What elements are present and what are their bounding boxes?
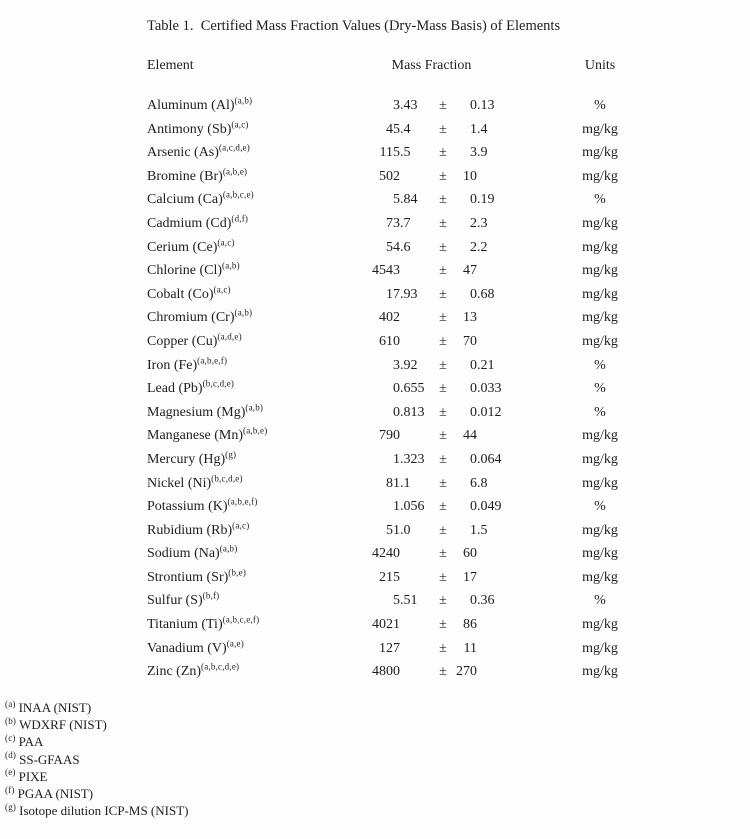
uncertainty-int: 0: [470, 593, 477, 609]
plus-minus-symbol: ±: [439, 499, 447, 515]
units-value: mg/kg: [582, 664, 618, 680]
units-value: mg/kg: [582, 475, 618, 491]
element-label: Lead (Pb): [147, 381, 203, 397]
uncertainty-frac: .68: [477, 286, 495, 302]
method-superscript: (a,c): [217, 236, 235, 247]
method-superscript: (a,b,c,e): [222, 189, 254, 200]
spacer: [513, 542, 567, 566]
units-value: %: [594, 593, 606, 609]
units-value: mg/kg: [582, 215, 618, 231]
value-frac: .93: [400, 286, 418, 302]
element-label: Zinc (Zn): [147, 664, 202, 680]
units-value: %: [594, 499, 606, 515]
spacer: [513, 401, 567, 425]
value-frac: .84: [400, 192, 418, 208]
uncertainty-int: 11: [463, 640, 477, 656]
element-name: [147, 401, 350, 425]
units-value: mg/kg: [582, 310, 618, 326]
spacer: [513, 259, 567, 283]
footnote-text: PAA: [18, 734, 44, 750]
spacer: [513, 566, 567, 590]
value-int: 4021: [372, 617, 400, 633]
footnote-text: Isotope dilution ICP-MS (NIST): [19, 803, 189, 819]
method-superscript: (b,c,d,e): [202, 378, 235, 389]
plus-minus-symbol: ±: [439, 286, 447, 302]
spacer: [513, 519, 567, 543]
uncertainty-int: 47: [463, 263, 477, 279]
element-label: Calcium (Ca): [147, 192, 223, 208]
plus-minus-symbol: ±: [439, 333, 447, 349]
value-frac: .4: [400, 121, 411, 137]
value-frac: .92: [400, 357, 418, 373]
element-label: Cerium (Ce): [147, 239, 218, 255]
uncertainty-frac: [477, 424, 513, 448]
units-value: mg/kg: [582, 617, 618, 633]
spacer: [513, 472, 567, 496]
footnote-key: (g): [5, 801, 17, 812]
value-int: 1: [393, 451, 400, 467]
spacer: [513, 188, 567, 212]
element-name: [147, 377, 350, 401]
value-int: 0: [393, 381, 400, 397]
uncertainty-frac: [477, 165, 513, 189]
element-name: [147, 306, 350, 330]
element-label: Mercury (Hg): [147, 451, 226, 467]
spacer: [513, 613, 567, 637]
value-int: 45: [386, 121, 400, 137]
plus-minus-symbol: ±: [439, 121, 447, 137]
element-label: Chromium (Cr): [147, 310, 235, 326]
plus-minus-symbol: ±: [439, 593, 447, 609]
footnote-text: SS-GFAAS: [19, 751, 80, 767]
element-label: Iron (Fe): [147, 357, 198, 373]
element-label: Titanium (Ti): [147, 617, 223, 633]
value-frac: [400, 330, 430, 354]
value-int: 3: [393, 357, 400, 373]
units-value: mg/kg: [582, 451, 618, 467]
spacer: [513, 589, 567, 613]
plus-minus-symbol: ±: [439, 239, 447, 255]
plus-minus-symbol: ±: [439, 263, 447, 279]
spacer: [513, 306, 567, 330]
element-name: [147, 660, 350, 684]
value-frac: .6: [400, 239, 411, 255]
value-frac: .655: [400, 381, 425, 397]
plus-minus-symbol: ±: [439, 617, 447, 633]
value-int: 54: [386, 239, 400, 255]
element-name: [147, 188, 350, 212]
uncertainty-int: 0: [470, 98, 477, 113]
footnote-line: [5, 716, 188, 733]
uncertainty-frac: [477, 306, 513, 330]
plus-minus-symbol: ±: [439, 640, 447, 656]
method-superscript: (a,b): [234, 95, 253, 106]
method-superscript: (a,b,c,e,f): [222, 614, 260, 625]
spacer: [513, 495, 567, 519]
units-value: mg/kg: [582, 263, 618, 279]
uncertainty-int: 0: [470, 499, 477, 515]
element-label: Vanadium (V): [147, 640, 227, 656]
uncertainty-frac: .19: [477, 192, 495, 208]
column-header-units: Units: [584, 58, 616, 73]
value-int: 5: [393, 192, 400, 208]
plus-minus-symbol: ±: [439, 522, 447, 538]
plus-minus-symbol: ±: [439, 404, 447, 420]
spacer: [513, 141, 567, 165]
uncertainty-int: 270: [456, 664, 477, 680]
element-label: Arsenic (As): [147, 145, 219, 161]
element-label: Rubidium (Rb): [147, 522, 233, 538]
uncertainty-frac: [477, 660, 513, 684]
value-int: 51: [386, 522, 400, 538]
uncertainty-frac: .21: [477, 357, 495, 373]
value-frac: .43: [400, 98, 418, 113]
value-frac: .51: [400, 593, 418, 609]
footnote-line: [5, 699, 188, 716]
value-int: 3: [393, 98, 400, 113]
uncertainty-frac: .36: [477, 593, 495, 609]
uncertainty-frac: .064: [477, 451, 502, 467]
spacer: [513, 660, 567, 684]
plus-minus-symbol: ±: [439, 546, 447, 562]
units-value: %: [594, 381, 606, 397]
units-value: mg/kg: [582, 428, 618, 444]
element-name: [147, 212, 350, 236]
uncertainty-int: 17: [463, 569, 477, 585]
element-name: [147, 424, 350, 448]
spacer: [513, 377, 567, 401]
element-label: Bromine (Br): [147, 168, 223, 184]
value-frac: [400, 542, 430, 566]
value-frac: [400, 637, 430, 661]
footnote-key: (a): [5, 698, 16, 709]
uncertainty-int: 6: [470, 475, 477, 491]
footnote-line: [5, 768, 188, 785]
uncertainty-frac: .5: [477, 522, 488, 538]
value-int: 127: [379, 640, 400, 656]
uncertainty-frac: .3: [477, 215, 488, 231]
spacer: [513, 448, 567, 472]
footnote-key: (e): [5, 767, 16, 778]
uncertainty-int: 13: [463, 310, 477, 326]
footnote-line: [5, 802, 188, 819]
element-name: [147, 495, 350, 519]
spacer: [513, 118, 567, 142]
plus-minus-symbol: ±: [439, 475, 447, 491]
value-frac: .813: [400, 404, 425, 420]
value-int: 17: [386, 286, 400, 302]
method-superscript: (a,e): [226, 638, 244, 648]
spacer: [513, 424, 567, 448]
uncertainty-int: 0: [470, 451, 477, 467]
plus-minus-symbol: ±: [439, 192, 447, 208]
element-name: [147, 542, 350, 566]
spacer: [513, 236, 567, 260]
value-int: 215: [379, 569, 400, 585]
value-int: 4240: [372, 546, 400, 562]
value-int: 81: [386, 475, 400, 491]
element-name: [147, 94, 350, 118]
value-frac: .0: [400, 522, 411, 538]
value-int: 790: [379, 428, 400, 444]
value-int: 0: [393, 404, 400, 420]
units-value: %: [594, 357, 606, 373]
value-frac: [400, 165, 430, 189]
uncertainty-int: 1: [470, 522, 477, 538]
element-label: Potassium (K): [147, 499, 228, 515]
method-superscript: (a,d,e): [217, 331, 242, 342]
footnote-key: (d): [5, 750, 17, 761]
method-superscript: (a,c): [232, 520, 250, 531]
column-header-element: Element: [147, 58, 194, 73]
element-label: Copper (Cu): [147, 333, 218, 349]
element-label: Sulfur (S): [147, 593, 203, 609]
spacer: [513, 94, 567, 118]
plus-minus-symbol: ±: [439, 145, 447, 161]
value-frac: [400, 660, 430, 684]
footnote-key: (f): [5, 784, 15, 795]
element-label: Nickel (Ni): [147, 475, 212, 491]
uncertainty-int: 86: [463, 617, 477, 633]
uncertainty-int: 10: [463, 168, 477, 184]
units-value: mg/kg: [582, 569, 618, 585]
value-frac: [400, 424, 430, 448]
value-frac: [400, 613, 430, 637]
plus-minus-symbol: ±: [439, 569, 447, 585]
method-superscript: (b,f): [202, 590, 220, 601]
value-frac: .7: [400, 215, 411, 231]
value-frac: [400, 306, 430, 330]
method-superscript: (a,b,c,d,e): [201, 661, 240, 672]
method-superscript: (b,c,d,e): [211, 472, 243, 483]
uncertainty-int: 0: [470, 192, 477, 208]
footnote-key: (c): [5, 733, 16, 744]
element-label: Aluminum (Al): [147, 98, 235, 113]
value-int: 115: [379, 145, 400, 161]
value-frac: .5: [400, 145, 411, 161]
element-name: [147, 566, 350, 590]
element-name: [147, 448, 350, 472]
element-label: Strontium (Sr): [147, 569, 229, 585]
footnote-text: INAA (NIST): [18, 700, 92, 715]
spacer: [513, 283, 567, 307]
value-int: 402: [379, 310, 400, 326]
table-header-row: [147, 56, 633, 76]
uncertainty-frac: .13: [477, 98, 495, 113]
element-label: Cadmium (Cd): [147, 215, 232, 231]
uncertainty-int: 0: [470, 286, 477, 302]
method-superscript: (a,c,d,e): [218, 142, 250, 153]
footnotes-list: [5, 699, 188, 819]
units-value: mg/kg: [582, 239, 618, 255]
value-int: 610: [379, 333, 400, 349]
method-superscript: (a,b,e,f): [197, 354, 228, 365]
element-name: [147, 236, 350, 260]
column-header-mass-fraction: Mass Fraction: [391, 58, 472, 73]
element-name: [147, 472, 350, 496]
footnote-text: PGAA (NIST): [17, 786, 94, 802]
element-name: [147, 589, 350, 613]
method-superscript: (d,f): [231, 213, 249, 224]
element-name: [147, 354, 350, 378]
table-title: Table 1. Certified Mass Fraction Values (Dry-Mass Basis) of Elements: [147, 18, 561, 34]
spacer: [513, 212, 567, 236]
uncertainty-frac: [477, 566, 513, 590]
units-value: %: [594, 192, 606, 208]
units-value: %: [594, 404, 606, 420]
method-superscript: (a,b,e): [243, 425, 268, 436]
units-value: %: [594, 98, 606, 113]
footnote-line: [5, 751, 188, 768]
uncertainty-int: 2: [470, 215, 477, 231]
value-int: 73: [386, 215, 400, 231]
method-superscript: (b,e): [228, 567, 247, 578]
spacer: [513, 354, 567, 378]
footnote-key: (b): [5, 715, 17, 726]
footnote-line: [5, 785, 188, 802]
uncertainty-int: 2: [470, 239, 477, 255]
plus-minus-symbol: ±: [439, 215, 447, 231]
method-superscript: (a,b): [245, 402, 264, 413]
uncertainty-frac: .049: [477, 499, 502, 515]
method-superscript: (a,c): [231, 118, 249, 129]
spacer: [513, 165, 567, 189]
uncertainty-frac: [477, 259, 513, 283]
uncertainty-int: 1: [470, 121, 477, 137]
element-label: Manganese (Mn): [147, 428, 244, 444]
value-frac: .1: [400, 475, 411, 491]
element-name: [147, 637, 350, 661]
value-frac: [400, 566, 430, 590]
element-name: [147, 283, 350, 307]
value-int: 5: [393, 593, 400, 609]
uncertainty-frac: [477, 637, 513, 661]
plus-minus-symbol: ±: [439, 357, 447, 373]
plus-minus-symbol: ±: [439, 310, 447, 326]
uncertainty-int: 70: [463, 333, 477, 349]
footnote-text: PIXE: [18, 768, 48, 784]
plus-minus-symbol: ±: [439, 98, 447, 113]
uncertainty-frac: [477, 613, 513, 637]
value-int: 1: [393, 499, 400, 515]
uncertainty-frac: .9: [477, 145, 488, 161]
uncertainty-int: 0: [470, 357, 477, 373]
uncertainty-int: 44: [463, 428, 477, 444]
uncertainty-frac: .8: [477, 475, 488, 491]
plus-minus-symbol: ±: [439, 664, 447, 680]
plus-minus-symbol: ±: [439, 451, 447, 467]
element-name: [147, 165, 350, 189]
units-value: mg/kg: [582, 121, 618, 137]
value-int: 502: [379, 168, 400, 184]
method-superscript: (a,b,e,f): [227, 496, 258, 507]
footnote-line: [5, 733, 188, 750]
element-label: Cobalt (Co): [147, 286, 214, 302]
uncertainty-int: 60: [463, 546, 477, 562]
units-value: mg/kg: [582, 333, 618, 349]
method-superscript: (a,b): [222, 260, 240, 271]
element-label: Sodium (Na): [147, 546, 220, 562]
plus-minus-symbol: ±: [439, 381, 447, 397]
uncertainty-frac: [477, 330, 513, 354]
spacer: [513, 637, 567, 661]
method-superscript: (a,b): [219, 543, 238, 554]
units-value: mg/kg: [582, 546, 618, 562]
uncertainty-frac: .4: [477, 121, 488, 137]
units-value: mg/kg: [582, 522, 618, 538]
plus-minus-symbol: ±: [439, 428, 447, 444]
value-frac: [400, 259, 430, 283]
element-name: [147, 141, 350, 165]
certified-values-table: [147, 94, 633, 684]
units-value: mg/kg: [582, 640, 618, 656]
value-frac: .056: [400, 499, 425, 515]
element-label: Magnesium (Mg): [147, 404, 246, 420]
element-name: [147, 613, 350, 637]
method-superscript: (g): [225, 449, 237, 460]
element-name: [147, 330, 350, 354]
element-name: [147, 519, 350, 543]
value-int: 4800: [372, 664, 400, 680]
uncertainty-frac: .2: [477, 239, 488, 255]
value-frac: .323: [400, 451, 425, 467]
units-value: mg/kg: [582, 286, 618, 302]
method-superscript: (a,b,e): [222, 166, 248, 177]
uncertainty-frac: [477, 542, 513, 566]
element-label: Antimony (Sb): [147, 121, 232, 137]
element-label: Chlorine (Cl): [147, 263, 223, 279]
plus-minus-symbol: ±: [439, 168, 447, 184]
footnote-text: WDXRF (NIST): [19, 717, 107, 733]
units-value: mg/kg: [582, 168, 618, 184]
uncertainty-frac: .033: [477, 381, 502, 397]
uncertainty-frac: .012: [477, 404, 502, 420]
method-superscript: (a,b): [234, 307, 253, 318]
uncertainty-int: 0: [470, 381, 477, 397]
uncertainty-int: 0: [470, 404, 477, 420]
uncertainty-int: 3: [470, 145, 477, 161]
element-name: [147, 118, 350, 142]
method-superscript: (a,c): [213, 284, 231, 295]
spacer: [513, 330, 567, 354]
value-int: 4543: [372, 263, 400, 279]
units-value: mg/kg: [582, 145, 618, 161]
element-name: [147, 259, 350, 283]
